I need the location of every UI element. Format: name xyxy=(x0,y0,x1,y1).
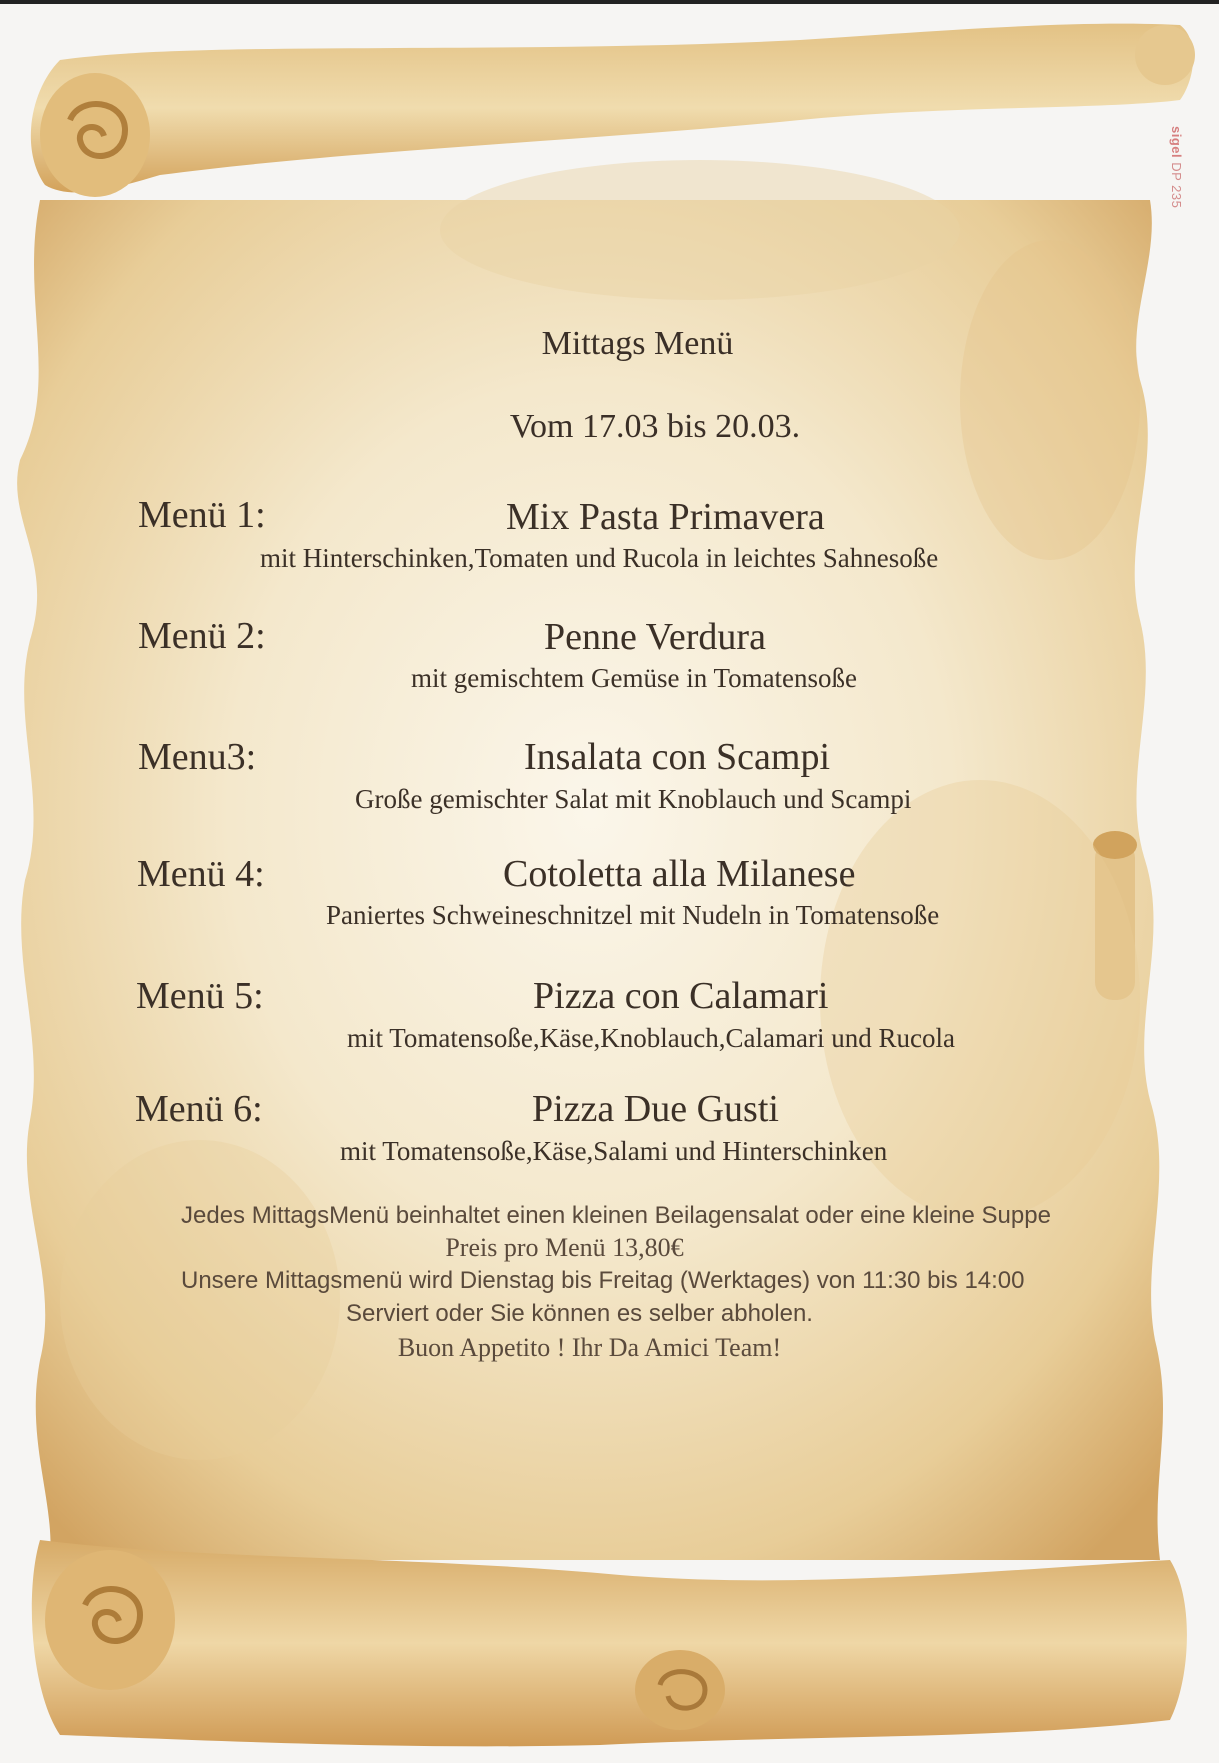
footer-service-hours: Unsere Mittagsmenü wird Dienstag bis Freitag (Werktages) von 11:30 bis 14:00 xyxy=(181,1267,1025,1294)
dish-name-6: Pizza Due Gusti xyxy=(532,1088,779,1130)
footer-pickup-note: Serviert oder Sie können es selber abholen. xyxy=(346,1300,813,1327)
dish-description-2: mit gemischtem Gemüse in Tomatensoße xyxy=(411,663,858,693)
dish-name-1: Mix Pasta Primavera xyxy=(506,496,825,538)
dish-name-4: Cotoletta alla Milanese xyxy=(503,853,856,895)
brand-code: DP 235 xyxy=(1169,162,1184,209)
dish-description-1: mit Hinterschinken,Tomaten und Rucola in leichtes Sahnesoße xyxy=(260,543,939,573)
dish-description-3: Große gemischter Salat mit Knoblauch und Scampi xyxy=(355,784,912,814)
page-title: Mittags Menü xyxy=(541,325,734,362)
footer-includes-note: Jedes MittagsMenü beinhaltet einen kleinen Beilagensalat oder eine kleine Suppe xyxy=(181,1202,1051,1229)
dish-description-5: mit Tomatensoße,Käse,Knoblauch,Calamari und Rucola xyxy=(347,1023,955,1053)
dish-name-5: Pizza con Calamari xyxy=(533,975,829,1017)
dish-description-4: Paniertes Schweineschnitzel mit Nudeln in Tomatensoße xyxy=(326,900,940,930)
dish-name-2: Penne Verdura xyxy=(544,616,766,658)
dish-description-6: mit Tomatensoße,Käse,Salami und Hinterschinken xyxy=(340,1136,888,1166)
menu-label-5: Menü 5: xyxy=(136,975,264,1017)
menu-label-2: Menü 2: xyxy=(138,615,266,657)
brand-name: sigel xyxy=(1169,126,1184,159)
menu-label-3: Menu3: xyxy=(138,736,257,778)
footer-price: Preis pro Menü 13,80€ xyxy=(445,1233,684,1262)
dish-name-3: Insalata con Scampi xyxy=(524,736,831,778)
menu-label-4: Menü 4: xyxy=(137,853,265,895)
menu-label-6: Menü 6: xyxy=(135,1088,263,1130)
footer-signoff: Buon Appetito ! Ihr Da Amici Team! xyxy=(397,1333,782,1362)
menu-label-1: Menü 1: xyxy=(138,494,266,536)
date-range: Vom 17.03 bis 20.03. xyxy=(509,408,801,445)
